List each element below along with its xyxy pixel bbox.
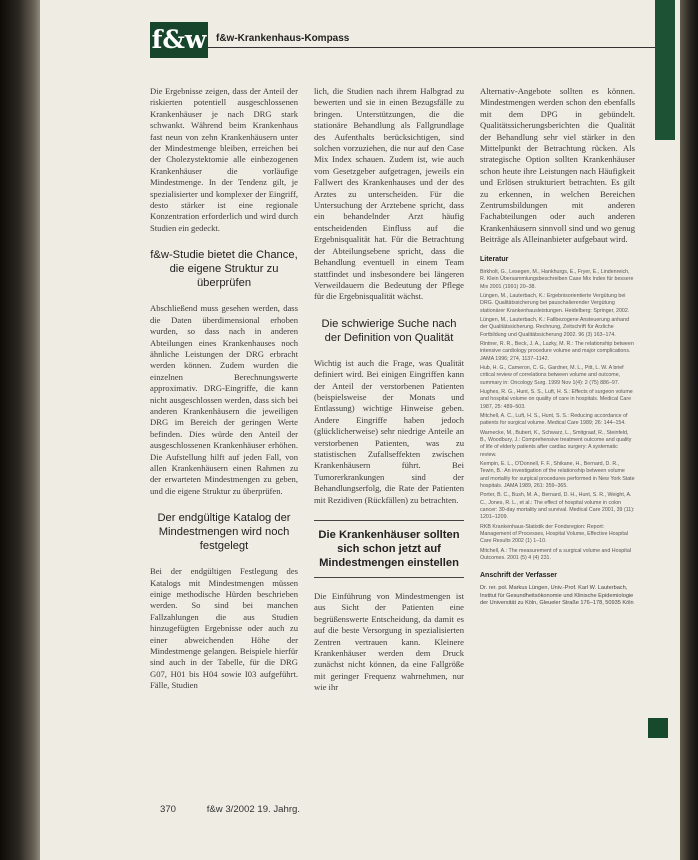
body-paragraph: lich, die Studien nach ihrem Halbgrad zu bewerten und sie in einen Bezugsfälle zu bringen. Unterstützungen, die die stationäre Behandlung als Fallgrundlage des Aufenthalts berücksichtigen, sind solchen vorzuziehen, die nur auf den Case Mix Index schauen. Zudem ist, wie auch vom Gesetzgeber aufgetragen, jeweils ein Fallwert des Krankenhauses und der des Arztes zu unterscheiden. Für die Untersuchung der Arztebene spricht, dass ein behandelnder Arzt häufig entscheidenden Einfluss auf die Ergebnisqualität hat. Für die Betrachtung der Abteilungsebene spricht, dass die Behandlung eventuell in einem Team stattfindet und insbesondere bei längeren Verweildauern die Bedeutung der Pflege für die Ergebnisqualität wächst. [314,86,464,302]
reference-item: Hub, H. G., Cameron, C. G., Gardner, M. L., Pitt, L. W. A brief critical review of correlations between volume and outcome, summary in: Oncology Surg. 1999 Nov 1(4): 2 (75) 886–97. [480,365,624,386]
column-3 [480,86,635,608]
reference-item: Mitchell, A.: The measurement of a surgical volume and Hospital Outcomes. 2001 (5) 4 (4) 231. [480,547,631,561]
body-paragraph: Abschließend muss gesehen werden, dass die Daten überdimensional erhoben wurden, so dass nach in anderen Abteilungen eines Krankenhauses noch ähnliche Leistungen der DRG erbracht werden können. Zudem wurden die einzelnen Berechnungswerte approximativ. DRG-Eingriffe, die kann nicht ausgeschlossen werden, dass sich bei anderen Krankenhäusern die jeweiligen DRG im Bereich der geringen Werte befinden. Dies würde den Anteil der ausgeschlossenen Krankenhäuser erhöhen. Die Aufstellung hilft auf jeden Fall, von allen Krankenhäusern einen Rahmen zu der erwarteten Mindestmengen zu geben, und die eigene Struktur zu überprüfen. [150,303,298,496]
reference-item: Lüngen, M., Lauterbach, K.: Ergebnisorientierte Vergütung bei DRG. Qualitätssicherung bei pauschalierender Vergütung stationärer Krankenhausleistungen. Heidelberg: Springer, 2002. [480,293,630,314]
column-1 [150,86,298,699]
running-header: f&w-Krankenhaus-Kompass [216,33,350,44]
green-end-marker [648,718,668,738]
page-edge-shadow [678,0,698,860]
reference-item: Porter, B. C., Bush, M. A., Bernard, D. H., Hunt, S. R., Weight, A. C., Jones, R. L., et al.: The effect of hospital volume in colon cancer: 30-day mortality and survival. Medical Care 2001, 39 (11): 1201–1209. [480,492,635,520]
reference-item: Warnecke, M., Bubert, K., Schwarz, L., Smitgraaf, R., Steinfeld, B., Woodbury, J.: Comprehensive treatment outcome and quality of life of elderly patients after cardiac surgery: A systematic review. [480,429,632,458]
body-paragraph: Bei der endgültigen Festlegung des Katalogs mit Mindestmengen müssen einige methodische Hürden beschrieben werden. So sind bei manchen Fallzahlungen die aus Studien hinzugefügten Ergebnisse oder auch zu einer abweichenden Höhe der Mindestmenge gelangen. Beispiele hierfür sind auch in der Tabelle, für die DRG G07, H01 bis H04 sowie I03 aufgeführt. Fälle, Studien [150,566,298,691]
header-rule [208,47,660,48]
boxed-subheading: Die Krankenhäuser sollten sich schon jetzt auf Mindestmengen einstellen [314,520,464,578]
reference-item: Rintner, R. R., Beck, J. A., Luzky, M. R.: The relationship between intensive cardiology procedure volume and major complications. JAMA 1996; 274, 1137–1142. [480,341,634,362]
reference-item: Mitchell, A. C., Luft, H. S., Hunt, S. S.: Reducing accordance of patients for surgical volume. Medical Care 1989; 26: 144–154. [480,413,628,427]
journal-logo: f&w [150,22,208,58]
body-paragraph: Alternativ-Angebote sollten es können. Mindestmengen werden schon den ebenfalls mit dem DPG in gebündelt. Qualitätssicherungsberichten die Qualität der Behandlung sehr viel stärker in den Mittelpunkt der Betrachtung rücken. Als strategische Option sollten Krankenhäuser schon heute ihre Leistungen nach Häufigkeit und Erlösen strukturiert betrachten. Es gilt zu erkennen, in welchen Bereichen Zentrumsbildungen mit anderen Fachabteilungen oder auch anderen Krankenhäusern sinnvoll sind und wo genug Beiträge als Alleinanbieter aufgebaut wird. [480,86,635,245]
authors-address: Dr. rer. pol. Markus Lüngen, Univ.-Prof. Karl W. Lauterbach, Institut für Gesundheitsökonomie und Klinische Epidemiologie der Universität zu Köln, Gleueler Straße 176–178, 50935 Köln [480,585,634,607]
page-number: 370 [160,804,177,815]
subheading: f&w-Studie bietet die Chance, die eigene Struktur zu überprüfen [150,249,298,290]
journal-issue: f&w 3/2002 19. Jahrg. [206,804,301,815]
subheading: Der endgültige Katalog der Mindestmengen wird noch festgelegt [157,512,291,553]
reference-item: Hughes, R. G., Hunt, S. S., Luft, H. S.: Effects of surgeon volume and hospital volume on quality of care in hospitals. Medical Care 1987, 25: 489–503. [480,389,633,410]
reference-item: RKB Krankenhaus-Statistik der Fondsregion: Report: Management of Processes, Hospital Volume, Effective Hospital Care Results 2002 (1) 1–10. [480,523,628,544]
reference-item: Lüngen, M., Lauterbach, K.: Fallbezogene Ansteuerung anhand der Qualitätssicherung. Rechnung, Zeitschrift für Arzliche Fortbildung und Qualitätssicherung 2002. 96 (3) 163–174. [480,317,630,338]
column-2 [314,86,464,701]
body-paragraph: Die Einführung von Mindestmengen ist aus Sicht der Patienten eine begrüßenswerte Entscheidung, da damit es auf die beste Versorgung in spezialisierten Zentren vertrauen kann. Kleinere Krankenhäuser werden dem Druck zunächst nicht können, da eine Fallgröße mit geringer Frequenz wahrnehmen, nur wie ihr [314,591,464,693]
body-paragraph: Wichtig ist auch die Frage, was Qualität definiert wird. Bei einigen Eingriffen kann der Anteil der verstorbenen Patienten (beispielsweise der Monats und Entlassung) wichtige Hinweise geben. Andere Eingriffe haben jedoch (glücklicherweise) sehr niedrige Anteile an verstorbenen Patienten, was zu statistischen Zufallseffekten zwischen Krankenhäusern führt. Bei Tumorerkrankungen sind der Behandlungserfolg, die Rate der Patienten mit Rezidiven (Rückfällen) zu betrachten. [314,357,464,505]
page-footer [160,804,300,815]
literature-heading: Literatur [480,255,509,263]
reference-list [480,269,635,562]
body-paragraph: Die Ergebnisse zeigen, dass der Anteil der riskierten potentiell ausgeschlossenen Krankenhäuser je nach DRG stark schwankt. Während beim Krankenhaus fast neun von zehn Krankenhäusern unter der Mindestmenge bleiben, erreichen bei der Cholezystektomie alle einbezogenen Krankenhäuser die vorläufige Mindestmenge. In der Tendenz gilt, je spezialisierter und komplexer der Eingriff, desto stärker ist eine regionale Konzentration erforderlich und wird durch Studien ein gedeckt. [150,86,298,233]
green-tab-marker [655,0,675,140]
reference-item: Birkholt, G., Lesegen, M., Hankhurgs, E., Fryer, E., Lindenreich, R. Klein Übersammlungsbeschreiben Case Mix Index für bessere Mix 2001 (1991) 20–38. [480,269,634,290]
reference-item: Kempin, E. L., O'Donnell, F. F., Shikane, H., Bernard, D. R., Tewin, B.: An investigation of the relationship between volume and mortality for surgical procedures performed in New York State hospitals. JAMA 1989, 261: 359–365. [480,461,635,489]
authors-heading: Anschrift der Verfasser [480,571,558,579]
subheading: Die schwierige Suche nach der Definition von Qualität [321,317,457,344]
